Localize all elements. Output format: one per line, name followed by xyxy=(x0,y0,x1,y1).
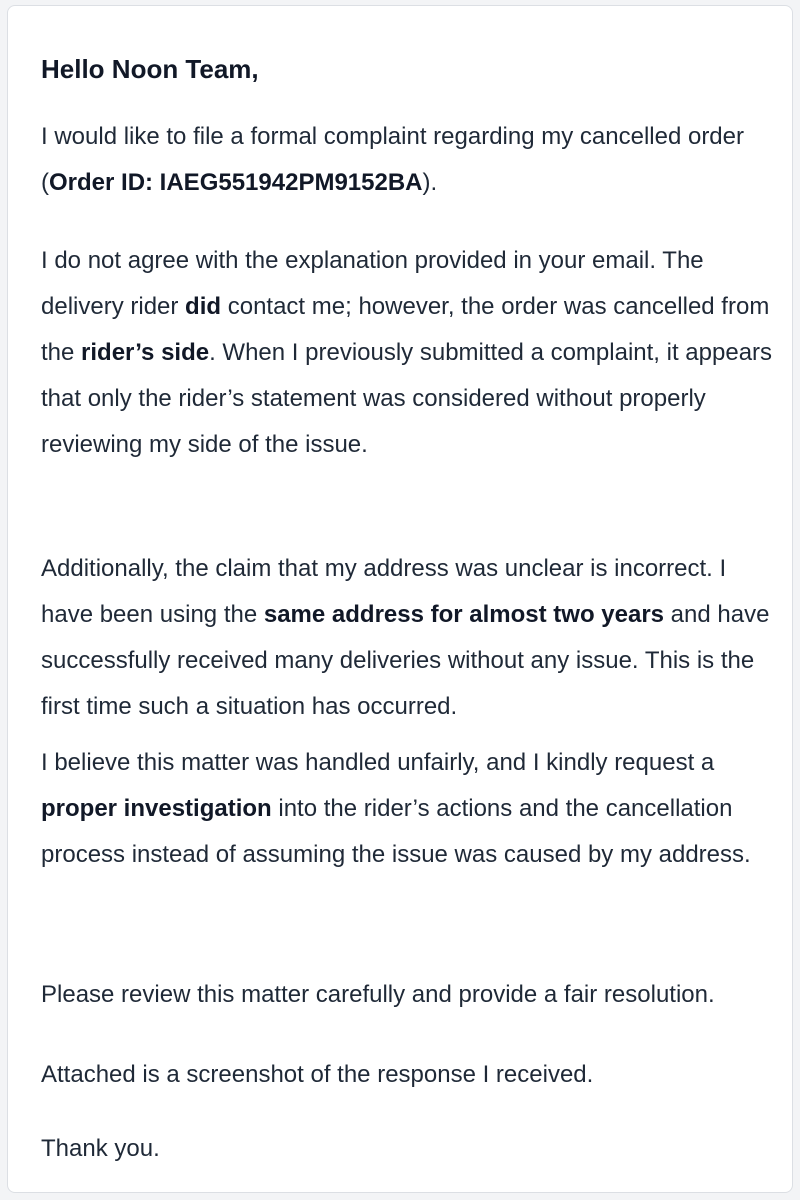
emphasis-did: did xyxy=(185,293,222,320)
order-id: Order ID: IAEG551942PM9152BA xyxy=(49,169,423,196)
emphasis-riders-side: rider’s side xyxy=(81,339,210,366)
emphasis-proper-investigation: proper investigation xyxy=(41,795,272,822)
email-greeting: Hello Noon Team, xyxy=(41,54,259,84)
paragraph-attachment-note: Attached is a screenshot of the response I received. xyxy=(41,1061,594,1088)
paragraph-text: Additionally, the claim that my address was unclear is incorrect. I have been using the xyxy=(41,555,727,628)
email-signoff: Thank you. xyxy=(41,1135,160,1162)
paragraph-text: contact me; however, the order was cancelled from the xyxy=(41,293,770,366)
email-card xyxy=(7,5,793,1193)
paragraph-text: ). xyxy=(422,169,438,196)
paragraph-complaint-intro xyxy=(41,114,781,206)
emphasis-same-address: same address for almost two years xyxy=(263,601,665,628)
paragraph-investigation-request xyxy=(41,740,781,878)
paragraph-text: and have successfully received many deliveries without any issue. This is the first time such a situation has occurred. xyxy=(41,601,770,720)
paragraph-text: I would like to file a formal complaint regarding my cancelled order ( xyxy=(41,123,744,196)
paragraph-address-claim xyxy=(41,546,781,730)
paragraph-review-request: Please review this matter carefully and provide a fair resolution. xyxy=(41,981,715,1008)
paragraph-text: into the rider’s actions and the cancellation process instead of assuming the issue was caused by my address. xyxy=(41,795,751,868)
paragraph-text: I believe this matter was handled unfairly, and I kindly request a xyxy=(41,749,715,776)
paragraph-rider-explanation xyxy=(41,238,781,468)
paragraph-text: . When I previously submitted a complaint, it appears that only the rider’s statement was considered without properly reviewing my side of the issue. xyxy=(41,339,773,458)
paragraph-text: I do not agree with the explanation provided in your email. The delivery rider xyxy=(41,247,704,320)
